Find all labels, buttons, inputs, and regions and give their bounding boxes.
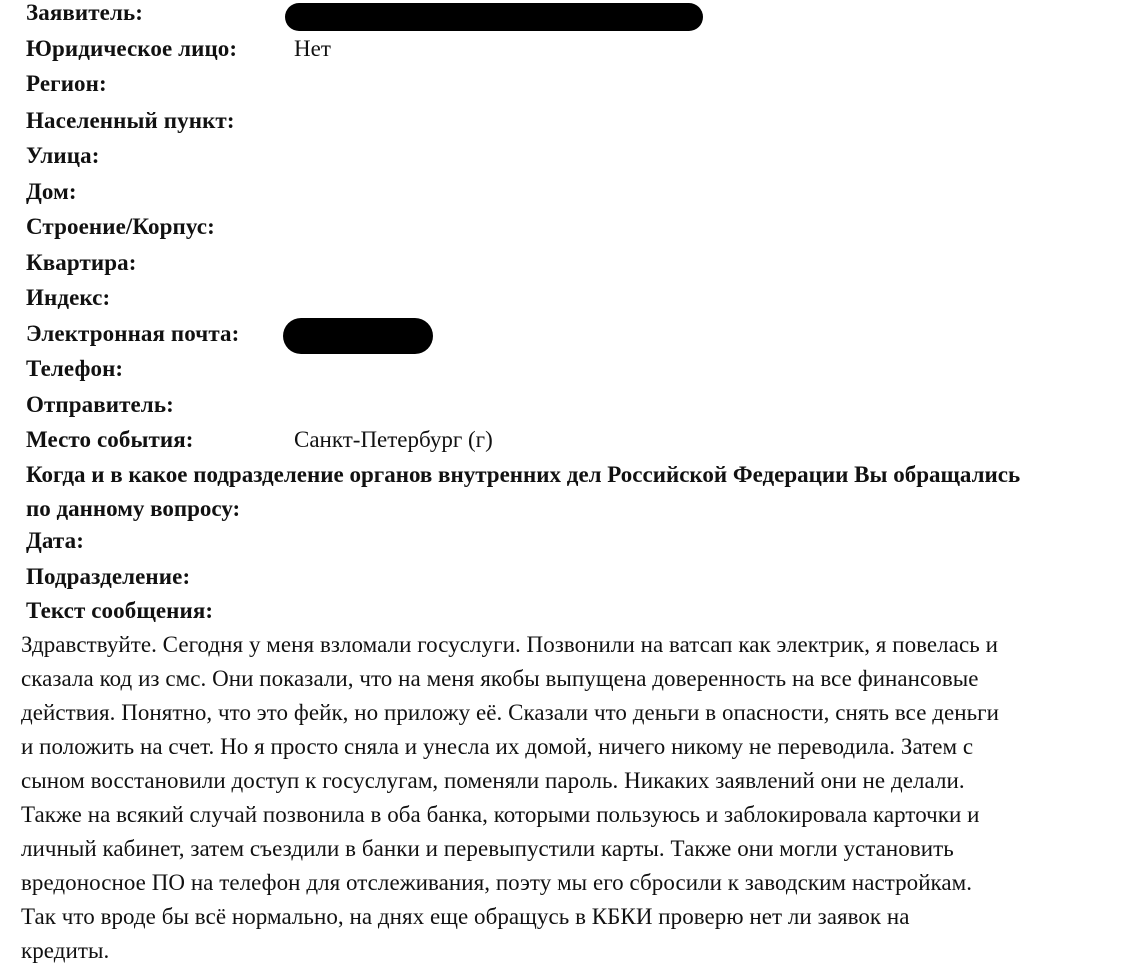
locality-label: Населенный пункт: — [26, 108, 235, 133]
message-body — [21, 628, 1121, 968]
field-apartment — [26, 246, 137, 280]
building-label: Строение/Корпус: — [26, 214, 215, 239]
field-legal-entity — [26, 32, 331, 66]
message-line: вредоносное ПО на телефон для отслеживания, поэту мы его сбросили к заводским настройкам. — [21, 870, 973, 895]
field-phone — [26, 352, 123, 386]
field-applicant — [26, 0, 143, 30]
message-line: Также на всякий случай позвонила в оба банка, которыми пользуюсь и заблокировала карточки и — [21, 802, 980, 827]
field-street — [26, 139, 99, 173]
field-building — [26, 210, 215, 244]
message-line: сыном восстановили доступ к госуслугам, поменяли пароль. Никаких заявлений они не делали. — [21, 768, 965, 793]
applicant-redaction — [285, 3, 703, 31]
legal-entity-label: Юридическое лицо: — [26, 36, 238, 61]
field-event-place — [26, 423, 493, 457]
legal-entity-value: Нет — [294, 36, 331, 61]
message-text-label: Текст сообщения: — [26, 598, 214, 623]
date-label: Дата: — [26, 528, 84, 553]
message-line: Здравствуйте. Сегодня у меня взломали госуслуги. Позвонили на ватсап как электрик, я повелась и — [21, 632, 998, 657]
field-message-text — [26, 594, 213, 628]
field-house — [26, 175, 77, 209]
police-contact-question: Когда и в какое подразделение органов внутренних дел Российской Федерации Вы обращались по данному вопросу: — [26, 462, 1021, 521]
region-label: Регион: — [26, 71, 107, 96]
event-place-label: Место события: — [26, 427, 194, 452]
field-postcode — [26, 281, 110, 315]
phone-label: Телефон: — [26, 356, 124, 381]
field-region — [26, 67, 107, 101]
postcode-label: Индекс: — [26, 285, 111, 310]
message-line: Так что вроде бы всё нормально, на днях еще обращусь в КБКИ проверю нет ли заявок на — [21, 904, 910, 929]
field-unit — [26, 560, 190, 594]
message-line: сказала код из смс. Они показали, что на меня якобы выпущена доверенность на все финансовые — [21, 666, 979, 691]
email-redaction — [283, 318, 433, 354]
message-line: действия. Понятно, что это фейк, но приложу её. Сказали что деньги в опасности, снять все деньги — [21, 700, 1000, 725]
field-date — [26, 524, 84, 558]
field-locality — [26, 104, 235, 138]
message-line: и положить на счет. Но я просто сняла и унесла их домой, ничего никому не переводила. Затем с — [21, 734, 974, 759]
applicant-label: Заявитель: — [26, 0, 143, 25]
house-label: Дом: — [26, 179, 77, 204]
field-email — [26, 317, 239, 351]
message-line: личный кабинет, затем съездили в банки и перевыпустили карты. Также они могли установить — [21, 836, 954, 861]
sender-label: Отправитель: — [26, 392, 174, 417]
event-place-value: Санкт-Петербург (г) — [294, 427, 493, 452]
apartment-label: Квартира: — [26, 250, 137, 275]
email-label: Электронная почта: — [26, 321, 240, 346]
message-line: кредиты. — [21, 938, 110, 963]
street-label: Улица: — [26, 143, 100, 168]
unit-label: Подразделение: — [26, 564, 191, 589]
field-sender — [26, 388, 174, 422]
